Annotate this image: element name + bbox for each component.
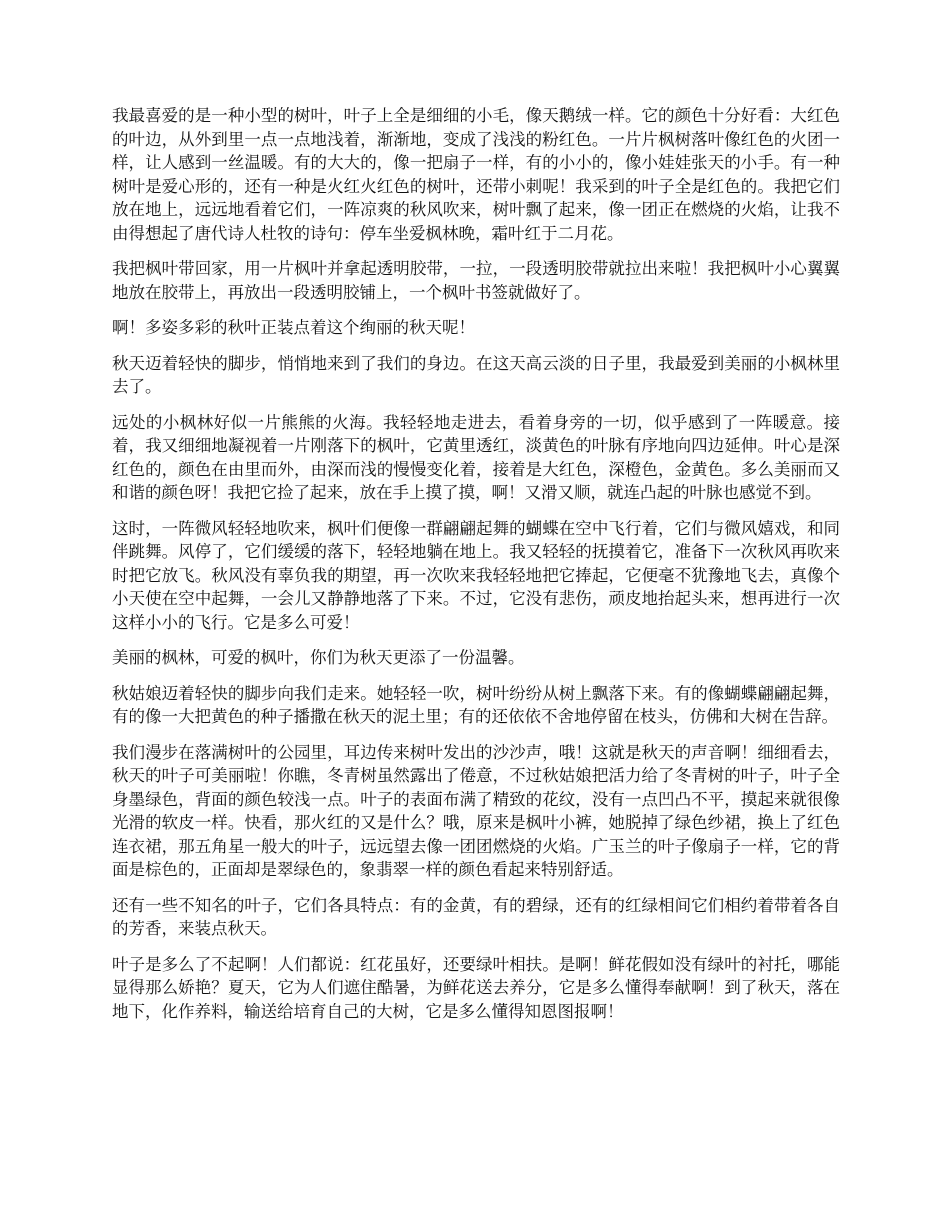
paragraph-10: 还有一些不知名的叶子，它们各具特点：有的金黄，有的碧绿，还有的红绿相间它们相约着带着各自的芳香，来装点秋天。 (112, 895, 840, 938)
paragraph-9: 我们漫步在落满树叶的公园里，耳边传来树叶发出的沙沙声，哦！这就是秋天的声音啊！细细看去，秋天的叶子可美丽啦！你瞧，冬青树虽然露出了倦意，不过秋姑娘把活力给了冬青树的叶子，叶子全身墨绿色，背面的颜色较浅一点。叶子的表面布满了精致的花纹，没有一点凹凸不平，摸起来就很像光滑的软皮一样。快看，那火红的又是什么？哦，原来是枫叶小裤，她脱掉了绿色纱裙，换上了红色连衣裙，那五角星一般大的叶子，远远望去像一团团燃烧的火焰。广玉兰的叶子像扇子一样，它的背面是棕色的，正面却是翠绿色的，象翡翠一样的颜色看起来特别舒适。 (112, 742, 840, 879)
paragraph-7: 美丽的枫林，可爱的枫叶，你们为秋天更添了一份温馨。 (112, 648, 525, 667)
document-body (112, 104, 840, 1035)
paragraph-8: 秋姑娘迈着轻快的脚步向我们走来。她轻轻一吹，树叶纷纷从树上飘落下来。有的像蝴蝶翩翩起舞，有的像一大把黄色的种子播撒在秋天的泥土里；有的还依依不舍地停留在枝头，仿佛和大树在告辞。 (112, 683, 840, 726)
paragraph-3: 啊！多姿多彩的秋叶正装点着这个绚丽的秋天呢！ (112, 318, 475, 337)
paragraph-2: 我把枫叶带回家，用一片枫叶并拿起透明胶带，一拉，一段透明胶带就拉出来啦！我把枫叶小心翼翼地放在胶带上，再放出一段透明胶铺上，一个枫叶书签就做好了。 (112, 259, 840, 302)
paragraph-6: 这时，一阵微风轻轻地吹来，枫叶们便像一群翩翩起舞的蝴蝶在空中飞行着，它们与微风嬉戏，和同伴跳舞。风停了，它们缓缓的落下，轻轻地躺在地上。我又轻轻的抚摸着它，准备下一次秋风再吹来时把它放飞。秋风没有辜负我的期望，再一次吹来我轻轻地把它捧起，它便毫不犹豫地飞去，真像个小天使在空中起舞，一会儿又静静地落了下来。不过，它没有悲伤，顽皮地抬起头来，想再进行一次这样小小的飞行。它是多么可爱！ (112, 518, 840, 632)
paragraph-5: 远处的小枫林好似一片熊熊的火海。我轻轻地走进去，看着身旁的一切，似乎感到了一阵暖意。接着，我又细细地凝视着一片刚落下的枫叶，它黄里透红，淡黄色的叶脉有序地向四边延伸。叶心是深红色的，颜色在由里而外，由深而浅的慢慢变化着，接着是大红色，深橙色，金黄色。多么美丽而又和谐的颜色呀！我把它捡了起来，放在手上摸了摸，啊！又滑又顺，就连凸起的叶脉也感觉不到。 (112, 412, 840, 502)
paragraph-4: 秋天迈着轻快的脚步，悄悄地来到了我们的身边。在这天高云淡的日子里，我最爱到美丽的小枫林里去了。 (112, 353, 840, 396)
paragraph-1: 我最喜爱的是一种小型的树叶，叶子上全是细细的小毛，像天鹅绒一样。它的颜色十分好看：大红色的叶边，从外到里一点一点地浅着，渐渐地，变成了浅浅的粉红色。一片片枫树落叶像红色的火团一样，让人感到一丝温暖。有的大大的，像一把扇子一样，有的小小的，像小娃娃张天的小手。有一种树叶是爱心形的，还有一种是火红火红色的树叶，还带小刺呢！我采到的叶子全是红色的。我把它们放在地上，远远地看着它们，一阵凉爽的秋风吹来，树叶飘了起来，像一团正在燃烧的火焰，让我不由得想起了唐代诗人杜牧的诗句：停车坐爱枫林晚，霜叶红于二月花。 (112, 106, 840, 243)
paragraph-11: 叶子是多么了不起啊！人们都说：红花虽好，还要绿叶相扶。是啊！鲜花假如没有绿叶的衬托，哪能显得那么娇艳？夏天，它为人们遮住酷暑，为鲜花送去养分，它是多么懂得奉献啊！到了秋天，落在地下，化作养料，输送给培育自己的大树，它是多么懂得知恩图报啊！ (112, 954, 840, 1021)
